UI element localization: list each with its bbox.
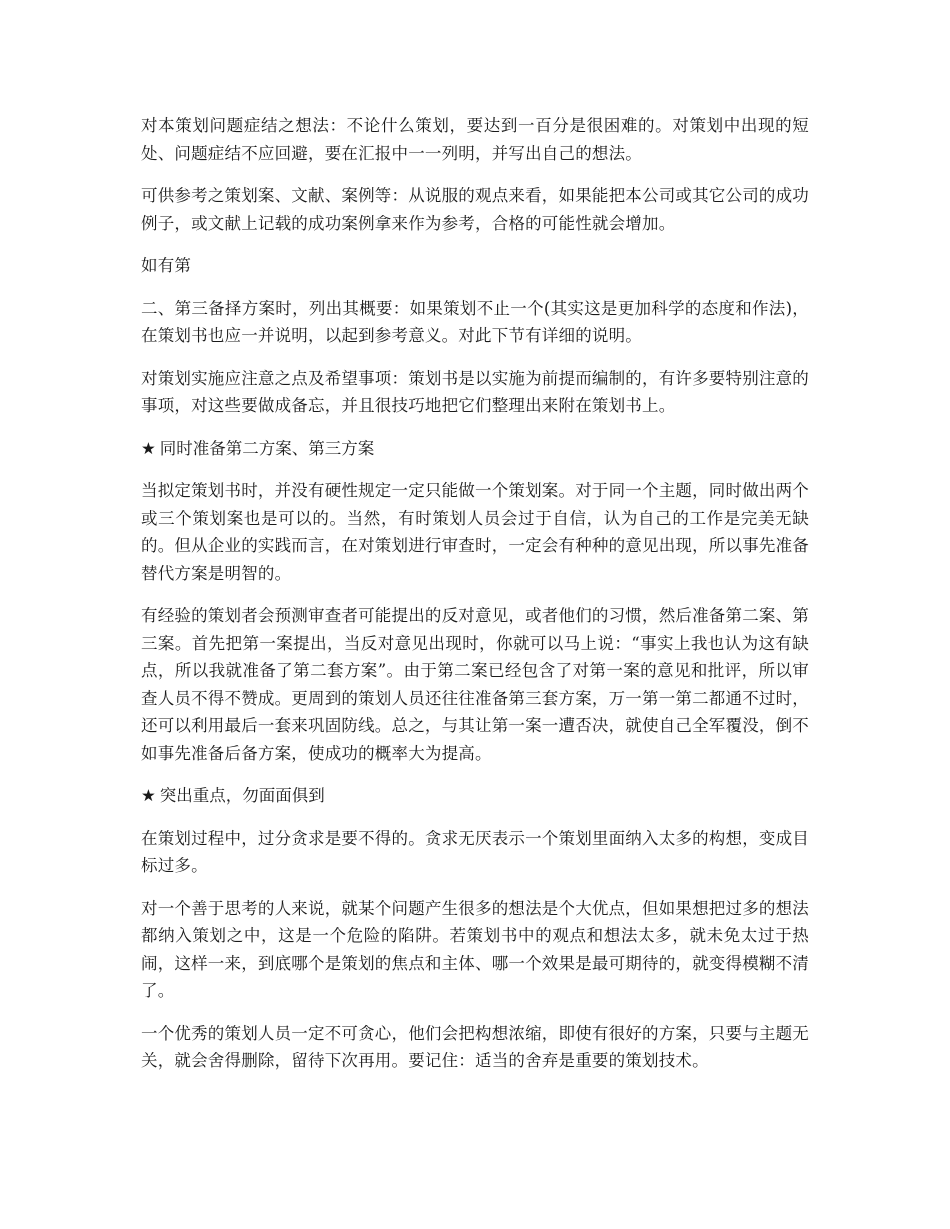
heading-backup-plans: [141, 435, 809, 463]
para-alternative-plans: 二、第三备择方案时，列出其概要：如果策划不止一个(其实这是更加科学的态度和作法)，在策划书也应一并说明，以起到参考意义。对此下节有详细的说明。: [141, 298, 809, 345]
heading-text: 同时准备第二方案、第三方案: [159, 438, 375, 458]
para-fragment: 如有第: [141, 256, 192, 275]
star-icon: ★: [141, 786, 156, 805]
para-reference-cases: 可供参考之策划案、文献、案例等：从说服的观点来看，如果能把本公司或其它公司的成功例子，或文献上记载的成功案例拿来作为参考，合格的可能性就会增加。: [141, 186, 809, 233]
para-excellent-planner: 一个优秀的策划人员一定不可贪心，他们会把构想浓缩，即使有很好的方案，只要与主题无关，就会舍得删除，留待下次再用。要记住：适当的舍弃是重要的策划技术。: [141, 1023, 809, 1070]
para-problem-thoughts: 对本策划问题症结之想法：不论什么策划，要达到一百分是很困难的。对策划中出现的短处、问题症结不应回避，要在汇报中一一列明，并写出自己的想法。: [141, 116, 809, 163]
para-greed: 在策划过程中，过分贪求是要不得的。贪求无厌表示一个策划里面纳入太多的构想，变成目标过多。: [141, 828, 809, 875]
para-too-many-ideas: 对一个善于思考的人来说，就某个问题产生很多的想法是个大优点，但如果想把过多的想法都纳入策划之中，这是一个危险的陷阱。若策划书中的观点和想法太多，就未免太过于热闹，这样一来，到底哪个是策划的焦点和主体、哪一个效果是最可期待的，就变得模糊不清了。: [141, 898, 809, 1000]
heading-text: 突出重点，勿面面俱到: [159, 786, 325, 805]
heading-focus: [141, 782, 809, 810]
para-implementation-notes: 对策划实施应注意之点及希望事项：策划书是以实施为前提而编制的，有许多要特别注意的事项，对这些要做成备忘，并且很技巧地把它们整理出来附在策划书上。: [141, 368, 809, 415]
para-experienced-planner: 有经验的策划者会预测审查者可能提出的反对意见，或者他们的习惯，然后准备第二案、第三案。首先把第一案提出，当反对意见出现时，你就可以马上说：“事实上我也认为这有缺点，所以我就准备了第二套方案”。由于第二案已经包含了对第一案的意见和批评，所以审查人员不得不赞成。更周到的策划人员还往往准备第三套方案，万一第一第二都通不过时，还可以利用最后一套来巩固防线。总之，与其让第一案一遭否决，就使自己全军覆没，倒不如事先准备后备方案，使成功的概率大为提高。: [141, 606, 809, 763]
document-page: [141, 112, 809, 1090]
para-multiple-plans: 当拟定策划书时，并没有硬性规定一定只能做一个策划案。对于同一个主题，同时做出两个或三个策划案也是可以的。当然，有时策划人员会过于自信，认为自己的工作是完美无缺的。但从企业的实践而言，在对策划进行审查时，一定会有种种的意见出现，所以事先准备替代方案是明智的。: [141, 481, 809, 583]
star-icon: ★: [141, 438, 156, 458]
